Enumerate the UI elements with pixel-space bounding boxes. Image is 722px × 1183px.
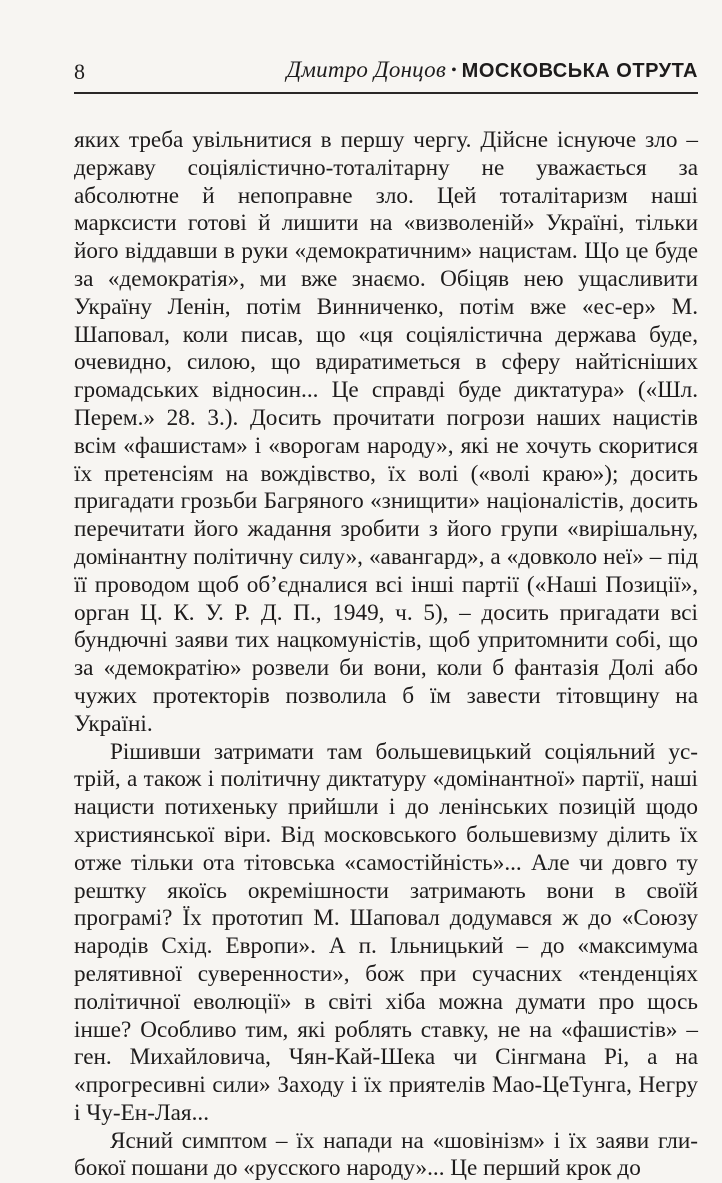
body-text [74,127,698,1183]
book-title: МОСКОВСЬКА ОТРУТА [461,60,698,82]
page-number: 8 [74,59,85,84]
paragraph-continued: яких треба увільнитися в першу чергу. Дійсне існуюче зло – державу соціялістично-тоталітарну не уважається за абсолютне й непоправне зло. Цей тоталітаризм наші марксисти готові й лишити на «визволеній» Україні, тільки його віддавши в руки «демократичним» нацистам. Що це буде за «демократія», ми вже знаємо. Обіцяв нею ущасливити Україну Ленін, потім Винниченко, потім вже «ес-ер» М. Шаповал, коли писав, що «ця соціялістична держава буде, очевидно, силою, що вдиратиметься в сферу найтісніших громадських відносин... Це справді буде диктатура» («Шл. Перем.» 28. 3.). Досить прочитати погрози наших нацистів всім «фашистам» і «ворогам народу», які не хочуть скоритися їх претенсіям на вождівство, їх волі («волі краю»); досить пригадати грозьби Багряного «знищити» націоналістів, досить перечитати його жадання зробити з його групи «вирішальну, домінантну політичну силу», «авангард», а «довколо неї» – під її проводом щоб об’єдналися всі інші партії («Наші Позиції», орган Ц. К. У. Р. Д. П., 1949, ч. 5), – досить пригадати всі бундючні заяви тих нацкомуністів, щоб упритомнити собі, що за «демократію» розвели би вони, коли б фантазія Долі або чужих протекторів позволила б їм завести тітовщину на Україні. [74,127,698,737]
author-name: Дмитро Донцов [286,57,447,82]
running-head [286,57,698,83]
paragraph: Рішивши затримати там большевицький соціяльний устрій, а також і політичну диктатуру «домінантної» партії, наші нацисти потихеньку прийшли і до ленінських позицій щодо християнської віри. Від московського большевизму ділить їх отже тільки ота тітовська «самостійність»... Але чи довго ту рештку якоїсь окремішности затримають вони в своїй програмі? Їх прототип М. Шаповал додумався ж до «Союзу народів Схід. Европи». А п. Ільницький – до «максимума релятивної суверенности», бож при сучасних «тенденціях політичної еволюції» в світі хіба можна думати про щось інше? Особливо тим, які роблять ставку, не на «фашистів» – ген. Михайловича, Чян-Кай-Шека чи Сінгмана Рі, а на «прогресивні сили» Заходу і їх приятелів Мао-ЦеТунга, Негру і Чу-Ен-Лая... [74,738,698,1126]
paragraph: Ясний симптом – їх напади на «шовінізм» і їх заяви глибокої пошани до «русского народу»... Це перший крок до [74,1127,698,1182]
header-separator: • [451,62,457,79]
running-header [74,48,698,94]
